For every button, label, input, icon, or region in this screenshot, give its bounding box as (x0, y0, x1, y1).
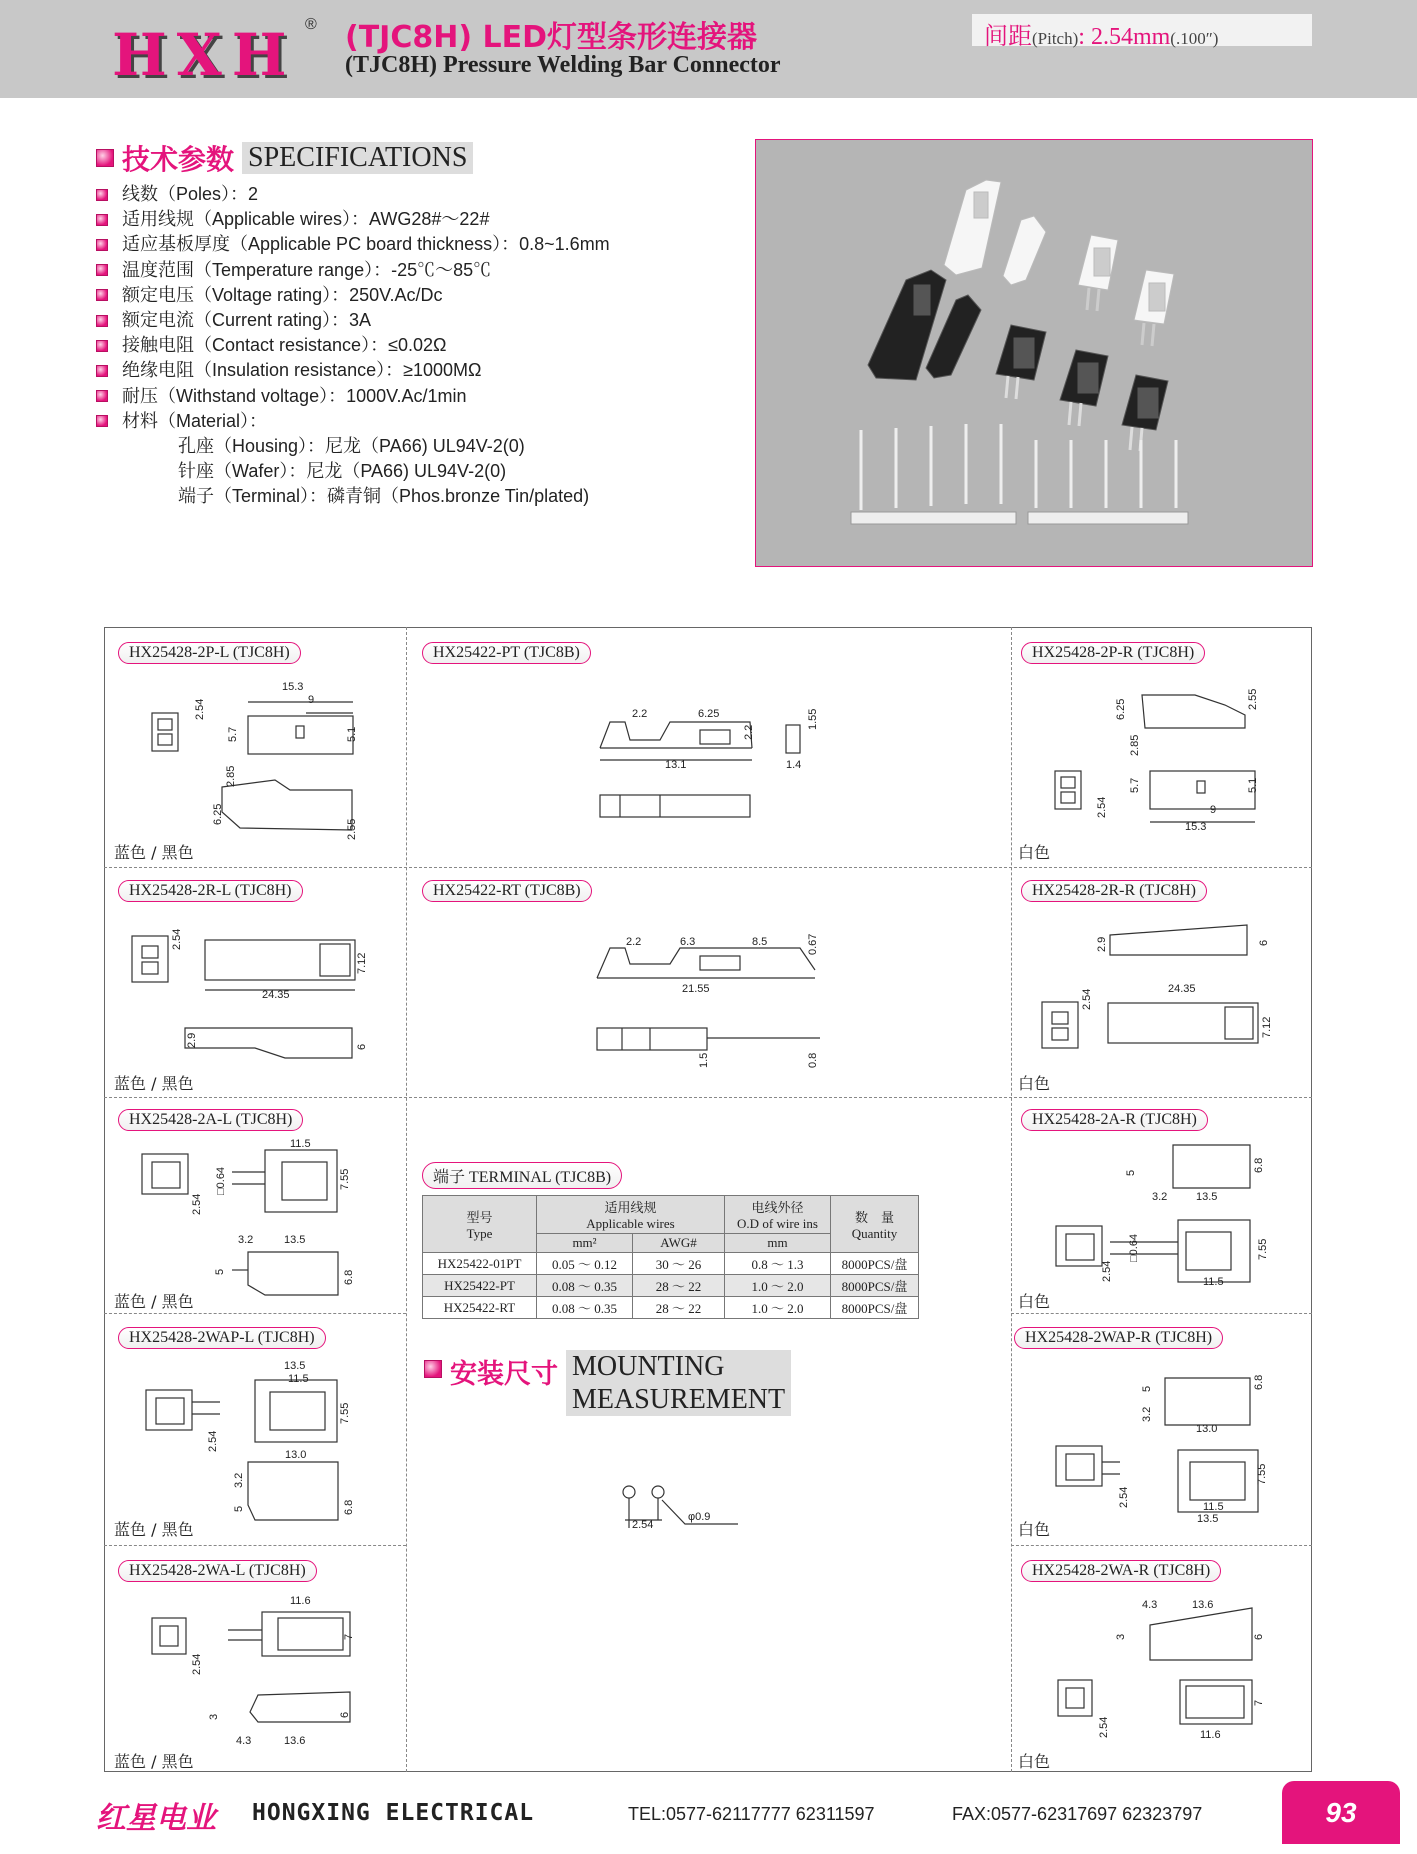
dimension-label: 24.35 (262, 989, 290, 1001)
part-tag: HX25428-2R-R (TJC8H) (1021, 880, 1207, 902)
th-type-cn: 型号 (466, 1209, 493, 1225)
dimension-label: 6.8 (343, 1499, 355, 1515)
spec-item: 线数（Poles）：2 (122, 184, 259, 204)
dimension-label: 4.3 (236, 1735, 252, 1747)
pitch-label: (Pitch) (1032, 29, 1079, 48)
dimension-label: 5.1 (1247, 777, 1259, 793)
dimension-label: 6.8 (1253, 1157, 1265, 1173)
th-wire-en: Applicable wires (586, 1216, 675, 1231)
part-tag: HX25428-2WA-L (TJC8H) (118, 1560, 317, 1582)
dimension-label: 13.1 (665, 759, 687, 771)
dimension-label: 13.5 (284, 1234, 306, 1246)
part-tag: HX25428-2WAP-R (TJC8H) (1014, 1327, 1223, 1349)
th-od-en: O.D of wire ins (737, 1216, 818, 1231)
dimension-label: 2.54 (1081, 988, 1093, 1010)
th-od-cn: 电线外径 (751, 1200, 804, 1215)
dimension-label: 4.3 (1142, 1599, 1158, 1611)
dimension-label: 2.85 (1129, 734, 1141, 756)
pitch-sep: : (1078, 24, 1085, 50)
color-label: 白色 (1018, 843, 1051, 862)
dimension-label: 11.5 (1203, 1276, 1224, 1288)
dimension-label: 2.54 (1096, 796, 1108, 818)
cell-od: 1.0 ～ 2.0 (725, 1275, 831, 1297)
part-tag: HX25422-PT (TJC8B) (422, 642, 591, 664)
dimension-label: 6 (1253, 1633, 1265, 1640)
part-tag: HX25428-2A-R (TJC8H) (1021, 1109, 1208, 1131)
cell-mm2: 0.08 ～ 0.35 (537, 1275, 633, 1297)
dimension-label: 2.54 (171, 928, 183, 950)
part-tag: HX25428-2R-L (TJC8H) (118, 880, 303, 902)
dimension-label: 7.12 (356, 952, 368, 974)
dimension-label: 5.7 (1129, 777, 1141, 793)
dimension-label: 1.5 (698, 1052, 710, 1068)
spec-item: 额定电压（Voltage rating）：250V.Ac/Dc (122, 284, 443, 305)
dimension-label: 6 (1258, 939, 1270, 946)
dimension-label: 5.1 (346, 726, 358, 742)
dimension-label: 6.8 (1253, 1374, 1265, 1390)
dimension-label: 6.25 (212, 803, 224, 825)
cell-type: HX25422-PT (423, 1275, 537, 1297)
page-number: 93 (1282, 1781, 1400, 1844)
footer-fax: FAX:0577-62317697 62323797 (952, 1804, 1203, 1824)
dimension-label: 7 (1253, 1699, 1265, 1706)
table-row (423, 1253, 919, 1275)
dimension-label: 13.5 (1197, 1513, 1219, 1525)
cell-od: 0.8 ～ 1.3 (725, 1253, 831, 1275)
bullet-icon (424, 1360, 442, 1378)
dimension-label: 13.0 (285, 1449, 307, 1461)
mounting-hole-label: φ0.9 (688, 1511, 711, 1523)
spec-item: 耐压（Withstand voltage）：1000V.Ac/1min (122, 385, 467, 406)
part-tag: HX25428-2P-L (TJC8H) (118, 642, 301, 664)
dimension-label: 2.54 (1118, 1486, 1130, 1508)
pitch-inch: (.100″) (1170, 29, 1219, 48)
title-en: (TJC8H) Pressure Welding Bar Connector (345, 52, 781, 78)
dimension-label: 3 (1115, 1633, 1127, 1640)
dimension-label: 5 (233, 1505, 245, 1512)
cell-type: HX25422-01PT (423, 1253, 537, 1275)
th-type-en: Type (466, 1225, 493, 1241)
cell-od: 1.0 ～ 2.0 (725, 1297, 831, 1319)
color-label: 白色 (1018, 1752, 1051, 1771)
pitch-prefix: 间距 (984, 24, 1032, 50)
dimension-label: 7.55 (1257, 1238, 1269, 1260)
color-label: 蓝色 / 黑色 (114, 843, 194, 862)
color-label: 蓝色 / 黑色 (114, 1292, 194, 1311)
spec-heading-cn: 技术参数 (122, 143, 235, 176)
footer-company-cn: 红星电业 (96, 1801, 216, 1836)
dimension-label: 2.55 (1247, 688, 1259, 710)
dimension-label: 11.5 (288, 1373, 309, 1385)
th-awg: AWG# (633, 1234, 725, 1253)
dimension-label: 11.6 (1200, 1729, 1221, 1741)
dimension-label: □0.64 (1128, 1233, 1140, 1262)
part-tag: HX25428-2WAP-L (TJC8H) (118, 1327, 326, 1349)
dimension-label: 3.2 (233, 1472, 245, 1488)
dimension-label: 9 (308, 694, 315, 706)
spec-item: 绝缘电阻（Insulation resistance）：≥1000MΩ (122, 360, 482, 381)
dimension-label: 2.55 (346, 818, 358, 840)
cell-awg: 30 ～ 26 (633, 1253, 725, 1275)
dimension-label: 21.55 (682, 983, 710, 995)
mounting-heading-cn: 安装尺寸 (450, 1359, 558, 1390)
color-label: 白色 (1018, 1292, 1051, 1311)
dimension-label: 2.54 (194, 698, 206, 720)
th-qty-en: Quantity (851, 1225, 898, 1241)
spec-item: 材料（Material）： (122, 410, 268, 431)
color-label: 白色 (1018, 1074, 1051, 1093)
dimension-label: 2.54 (191, 1653, 203, 1675)
dimension-label: 15.3 (1185, 821, 1207, 833)
dimension-label: 11.5 (1203, 1501, 1224, 1513)
dimension-label: 11.5 (290, 1138, 311, 1150)
cell-qty: 8000PCS/盘 (831, 1275, 919, 1297)
dimension-label: 7.12 (1261, 1016, 1273, 1038)
pitch-value: 2.54mm (1090, 24, 1171, 50)
mounting-pitch-label: 2.54 (632, 1519, 654, 1531)
dimension-label: 0.67 (807, 933, 819, 955)
dimension-label: 3.2 (1152, 1191, 1168, 1203)
dimension-label: 13.5 (284, 1360, 306, 1372)
dimension-label: 2.54 (1101, 1260, 1113, 1282)
spec-item: 额定电流（Current rating）：3A (122, 310, 372, 331)
dimension-label: 2.54 (191, 1193, 203, 1215)
dimension-label: 6.3 (680, 936, 696, 948)
cell-qty: 8000PCS/盘 (831, 1297, 919, 1319)
dimension-label: 6.25 (698, 708, 720, 720)
dimension-label: □0.64 (215, 1166, 227, 1195)
dimension-label: 2.9 (186, 1032, 198, 1048)
dimension-label: 6.25 (1115, 698, 1127, 720)
dimension-label: 13.5 (1196, 1191, 1218, 1203)
dimension-label: 2.54 (207, 1430, 219, 1452)
dimension-label: 11.6 (290, 1595, 311, 1607)
dimension-label: 2.2 (632, 708, 648, 720)
dimension-label: 7.55 (339, 1168, 351, 1190)
part-tag: HX25422-RT (TJC8B) (422, 880, 592, 902)
cell-mm2: 0.05 ～ 0.12 (537, 1253, 633, 1275)
th-mm: mm (725, 1234, 831, 1253)
dimension-label: 15.3 (282, 681, 304, 693)
cell-mm2: 0.08 ～ 0.35 (537, 1297, 633, 1319)
dimension-label: 5 (1125, 1169, 1137, 1176)
dimension-label: 7.55 (1256, 1463, 1268, 1485)
dimension-label: 13.0 (1196, 1423, 1218, 1435)
dimension-label: 7 (343, 1633, 355, 1640)
dimension-label: 2.9 (1096, 936, 1108, 952)
dimension-label: 24.35 (1168, 983, 1196, 995)
title-cn: (TJC8H) LED灯型条形连接器 (345, 20, 758, 55)
logo: HXH (112, 21, 297, 89)
dimension-label: 0.8 (807, 1052, 819, 1068)
table-row (423, 1297, 919, 1319)
spec-item: 适应基板厚度（Applicable PC board thickness）：0.8~1.6mm (122, 234, 610, 255)
color-label: 蓝色 / 黑色 (114, 1074, 194, 1093)
color-label: 蓝色 / 黑色 (114, 1752, 194, 1771)
mounting-heading (424, 1350, 791, 1416)
spec-item: 适用线规（Applicable wires）：AWG28#～22# (122, 209, 490, 230)
dimension-label: 13.6 (284, 1735, 306, 1747)
dimension-label: 5 (1141, 1385, 1153, 1392)
th-mm2: mm² (537, 1234, 633, 1253)
color-label: 蓝色 / 黑色 (114, 1520, 194, 1539)
spec-item: 温度范围（Temperature range）：-25℃～85℃ (122, 259, 492, 280)
terminal-tag: 端子 TERMINAL (TJC8B) (422, 1162, 622, 1189)
material-item: 孔座（Housing）：尼龙（PA66) UL94V-2(0) (178, 436, 525, 457)
dimension-label: 2.2 (743, 724, 755, 740)
mounting-heading-en (566, 1350, 791, 1416)
terminal-table (422, 1195, 919, 1319)
spec-item: 接触电阻（Contact resistance）：≤0.02Ω (122, 335, 447, 356)
dimension-label: 3.2 (238, 1234, 254, 1246)
dimension-label: 1.55 (807, 708, 819, 730)
material-item: 针座（Wafer）：尼龙（PA66) UL94V-2(0) (178, 461, 507, 482)
part-tag: HX25428-2A-L (TJC8H) (118, 1109, 303, 1131)
dimension-label: 2.85 (225, 765, 237, 787)
dimension-label: 3.2 (1141, 1406, 1153, 1422)
color-label: 白色 (1018, 1520, 1051, 1539)
spec-heading-en: SPECIFICATIONS (242, 142, 473, 174)
part-tag: HX25428-2P-R (TJC8H) (1021, 642, 1205, 664)
dimension-label: 5.7 (227, 726, 239, 742)
dimension-label: 1.4 (786, 759, 802, 771)
material-item: 端子（Terminal）：磷青铜（Phos.bronze Tin/plated) (178, 486, 590, 507)
cell-qty: 8000PCS/盘 (831, 1253, 919, 1275)
dimension-label: 5 (214, 1268, 226, 1275)
dimension-label: 7.55 (339, 1402, 351, 1424)
dimension-label: 3 (208, 1713, 220, 1720)
th-qty-cn: 数 量 (854, 1209, 894, 1225)
cell-type: HX25422-RT (423, 1297, 537, 1319)
part-tag: HX25428-2WA-R (TJC8H) (1021, 1560, 1221, 1582)
th-wire-cn: 适用线规 (604, 1200, 657, 1215)
cell-awg: 28 ～ 22 (633, 1297, 725, 1319)
dimension-label: 13.6 (1192, 1599, 1214, 1611)
footer-company-en: HONGXING ELECTRICAL (252, 1800, 535, 1826)
dimension-label: 6 (339, 1711, 351, 1718)
mounting-en-line1: MOUNTING (572, 1351, 725, 1382)
dimension-label: 6.8 (343, 1269, 355, 1285)
registered-mark: ® (305, 16, 317, 33)
mounting-en-line2: MEASUREMENT (572, 1384, 786, 1415)
dimension-label: 9 (1210, 804, 1217, 816)
dimension-label: 2.54 (1098, 1716, 1110, 1738)
footer-tel: TEL:0577-62117777 62311597 (628, 1804, 875, 1824)
dimension-label: 2.2 (626, 936, 642, 948)
cell-awg: 28 ～ 22 (633, 1275, 725, 1297)
dimension-label: 6 (356, 1043, 368, 1050)
dimension-label: 8.5 (752, 936, 768, 948)
table-row (423, 1275, 919, 1297)
